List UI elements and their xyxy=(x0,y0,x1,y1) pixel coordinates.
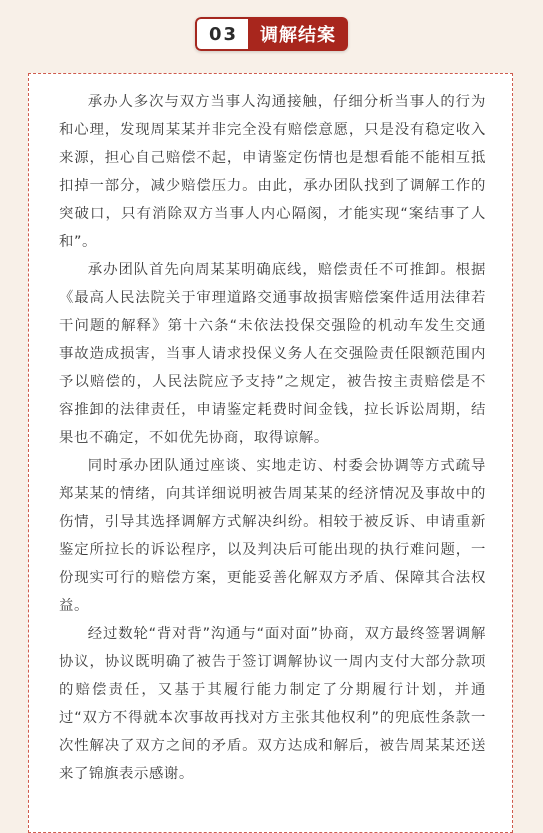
section-number: 03 xyxy=(195,17,248,51)
article-card xyxy=(28,73,513,833)
paragraph: 同时承办团队通过座谈、实地走访、村委会协调等方式疏导郑某某的情绪，向其详细说明被告周某某的经济情况及事故中的伤情，引导其选择调解方式解决纠纷。相较于被反诉、申请重新鉴定所拉长的诉讼程序，以及判决后可能出现的执行难问题，一份现实可行的赔偿方案，更能妥善化解双方矛盾、保障其合法权益。 xyxy=(59,458,486,614)
paragraph: 承办人多次与双方当事人沟通接触，仔细分析当事人的行为和心理，发现周某某并非完全没有赔偿意愿，只是没有稳定收入来源，担心自己赔偿不起，申请鉴定伤情也是想看能不能相互抵扣掉一部分，减少赔偿压力。由此，承办团队找到了调解工作的突破口，只有消除双方当事人内心隔阂，才能实现“案结事了人和”。 xyxy=(59,94,486,250)
paragraph: 经过数轮“背对背”沟通与“面对面”协商，双方最终签署调解协议，协议既明确了被告于签订调解协议一周内支付大部分款项的赔偿责任，又基于其履行能力制定了分期履行计划，并通过“双方不得就本次事故再找对方主张其他权利”的兜底性条款一次性解决了双方之间的矛盾。双方达成和解后，被告周某某还送来了锦旗表示感谢。 xyxy=(59,626,486,782)
section-header xyxy=(0,17,543,51)
section-title: 调解结案 xyxy=(248,17,348,51)
paragraph: 承办团队首先向周某某明确底线，赔偿责任不可推卸。根据《最高人民法院关于审理道路交通事故损害赔偿案件适用法律若干问题的解释》第十六条“未依法投保交强险的机动车发生交通事故造成损害，当事人请求投保义务人在交强险责任限额范围内予以赔偿的，人民法院应予支持”之规定，被告按主责赔偿是不容推卸的法律责任，申请鉴定耗费时间金钱，拉长诉讼周期，结果也不确定，不如优先协商，取得谅解。 xyxy=(59,262,486,446)
section-badge xyxy=(195,17,348,51)
